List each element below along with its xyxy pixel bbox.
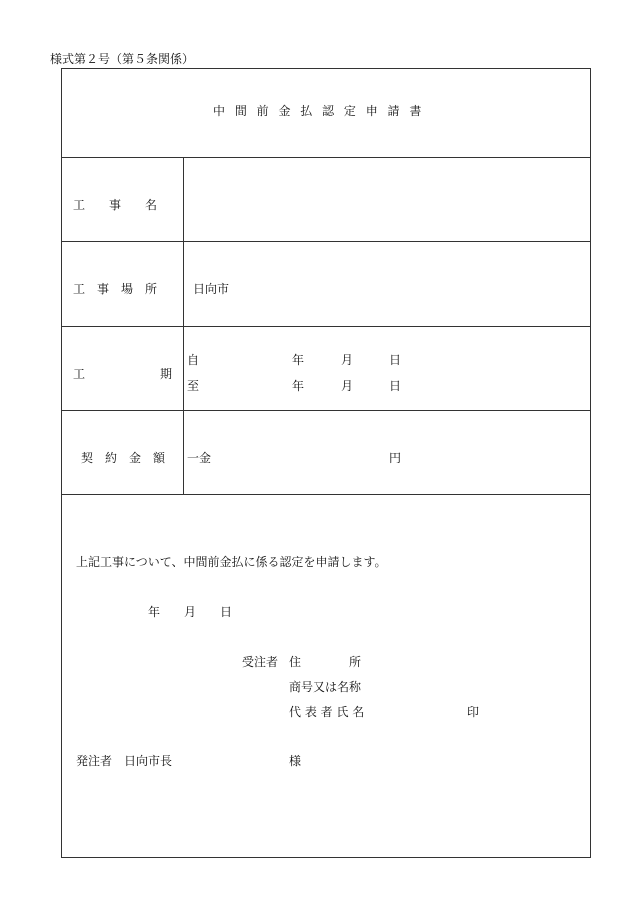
honorific: 様 xyxy=(289,754,302,768)
representative-label: 代 表 者 氏 名 xyxy=(289,705,365,719)
period-to-month: 月 xyxy=(341,379,354,393)
period-from-label: 自 xyxy=(187,353,200,367)
period-from-month: 月 xyxy=(341,353,354,367)
label-column-divider xyxy=(183,157,184,494)
application-statement: 上記工事について、中間前金払に係る認定を申請します。 xyxy=(76,555,387,569)
period-to-label: 至 xyxy=(187,379,200,393)
divider-period xyxy=(61,410,591,411)
page-title: 中 間 前 金 払 認 定 申 請 書 xyxy=(213,104,425,118)
period-to-day: 日 xyxy=(389,379,402,393)
date-day: 日 xyxy=(220,605,233,619)
orderer-name: 日向市長 xyxy=(124,754,173,768)
project-name-label: 工 事 名 xyxy=(73,198,158,212)
contract-amount-label: 契 約 金 額 xyxy=(81,451,166,465)
project-location-value[interactable]: 日向市 xyxy=(193,282,230,296)
form-number: 様式第２号（第５条関係） xyxy=(50,52,195,66)
period-from-year: 年 xyxy=(292,353,305,367)
divider-amount xyxy=(61,494,591,495)
orderer-label: 発注者 xyxy=(76,754,113,768)
contract-amount-unit: 円 xyxy=(389,451,402,465)
project-location-label: 工 事 場 所 xyxy=(73,282,158,296)
divider-location xyxy=(61,326,591,327)
divider-name xyxy=(61,241,591,242)
seal-mark: 印 xyxy=(467,705,480,719)
contractor-label: 受注者 xyxy=(242,655,279,669)
trade-name-label: 商号又は名称 xyxy=(289,680,362,694)
period-to-year: 年 xyxy=(292,379,305,393)
date-year: 年 xyxy=(148,605,161,619)
period-label-left: 工 xyxy=(73,367,86,381)
address-label: 住 所 xyxy=(289,655,362,669)
contract-amount-prefix: 一金 xyxy=(187,451,212,465)
period-label-right: 期 xyxy=(160,367,173,381)
divider-title xyxy=(61,157,591,158)
period-from-day: 日 xyxy=(389,353,402,367)
date-month: 月 xyxy=(184,605,197,619)
